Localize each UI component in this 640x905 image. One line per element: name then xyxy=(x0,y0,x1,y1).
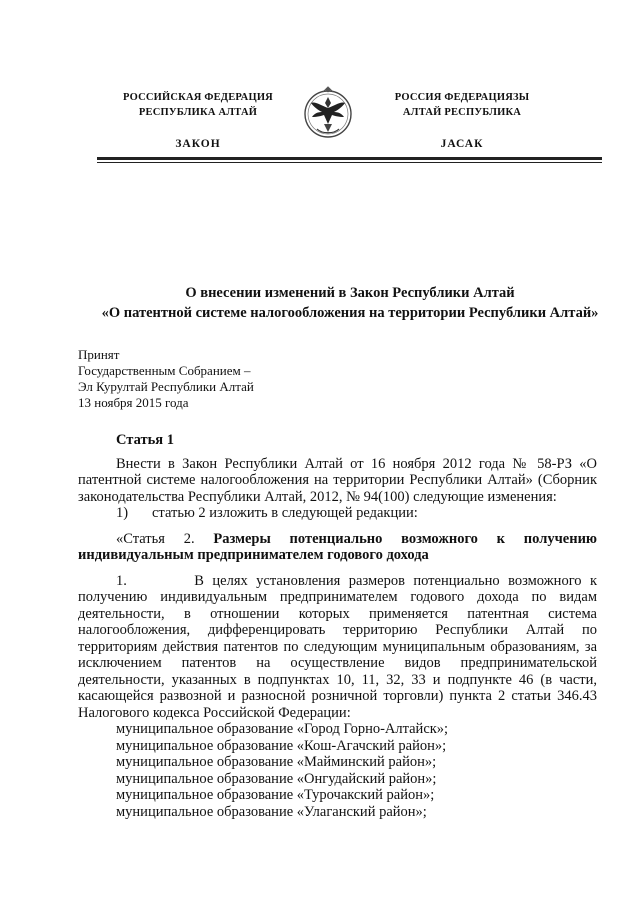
list-item: муниципальное образование «Онгудайский район»; xyxy=(116,770,437,787)
adoption-line2: Государственным Собранием – xyxy=(78,363,251,378)
header-left-country: РОССИЙСКАЯ ФЕДЕРАЦИЯ xyxy=(123,92,273,103)
list-item: муниципальное образование «Улаганский район»; xyxy=(116,803,427,820)
header-divider-thick xyxy=(97,157,602,160)
header-left-republic: РЕСПУБЛИКА АЛТАЙ xyxy=(138,107,258,118)
paragraph-1-number: 1. xyxy=(116,572,127,589)
law-title-line1: О внесении изменений в Закон Республики Алтай xyxy=(185,285,515,301)
adoption-line1: Принят xyxy=(78,347,120,362)
paragraph-1 xyxy=(78,573,597,722)
adoption-line3: Эл Курултай Республики Алтай xyxy=(78,379,254,394)
header-divider-thin xyxy=(97,162,602,163)
quoted-article-prefix: «Статья 2. xyxy=(116,530,195,547)
header-right-country: РОССИЯ ФЕДЕРАЦИЯЗЫ xyxy=(394,92,530,103)
article-intro: Внести в Закон Республики Алтай от 16 ноября 2012 года № 58-РЗ «О патентной системе налогообложения на территории Республики Алтай» (Сборник законодательства Республики Алтай, 2012, № 94(100) следующие изменения: xyxy=(78,455,597,505)
list-item: муниципальное образование «Турочакский район»; xyxy=(116,787,435,803)
law-title-line2: «О патентной системе налогообложения на территории Республики Алтай» xyxy=(101,305,599,321)
amendment-item xyxy=(78,505,597,522)
list-item: муниципальное образование «Майминский район»; xyxy=(116,754,437,770)
article-body xyxy=(78,432,597,820)
adoption-info xyxy=(78,347,378,411)
quoted-article-title: Размеры потенциально возможного к получению индивидуальным предпринимателем годового дохода xyxy=(78,530,598,563)
quoted-article-heading xyxy=(78,531,597,564)
amendment-item-number: 1) xyxy=(116,505,129,521)
municipality-list xyxy=(78,721,597,820)
header-right xyxy=(352,90,572,152)
paragraph-1-text: В целях установления размеров потенциально возможного к получению индивидуальным предпринимателем годового дохода по видам деятельности, в отношении которых применяется патентная система налогообложения, дифференцировать территорию Республики Алтай по территориям действия патентов по следующим муниципальным образованиям, за исключением патентов на осуществление видов предпринимательской деятельности, указанных в подпунктах 10, 11, 32, 33 и подпункте 46 (в части, касающейся развозной и разносной розничной торговли) пункта 2 статьи 346.43 Налогового кодекса Российской Федерации: xyxy=(78,572,597,721)
header-left-doc-type: ЗАКОН xyxy=(175,138,221,150)
article-heading: Статья 1 xyxy=(116,432,174,448)
coat-of-arms-icon xyxy=(302,84,354,146)
adoption-date: 13 ноября 2015 года xyxy=(78,395,189,410)
header-left xyxy=(88,90,308,152)
amendment-item-text: статью 2 изложить в следующей редакции: xyxy=(152,505,418,521)
list-item: муниципальное образование «Город Горно-Алтайск»; xyxy=(116,721,449,737)
law-title xyxy=(60,283,640,323)
header-right-republic: АЛТАЙ РЕСПУБЛИКА xyxy=(402,107,522,118)
list-item: муниципальное образование «Кош-Агачский район»; xyxy=(116,737,447,754)
header-right-doc-type: JАСАК xyxy=(440,138,484,150)
